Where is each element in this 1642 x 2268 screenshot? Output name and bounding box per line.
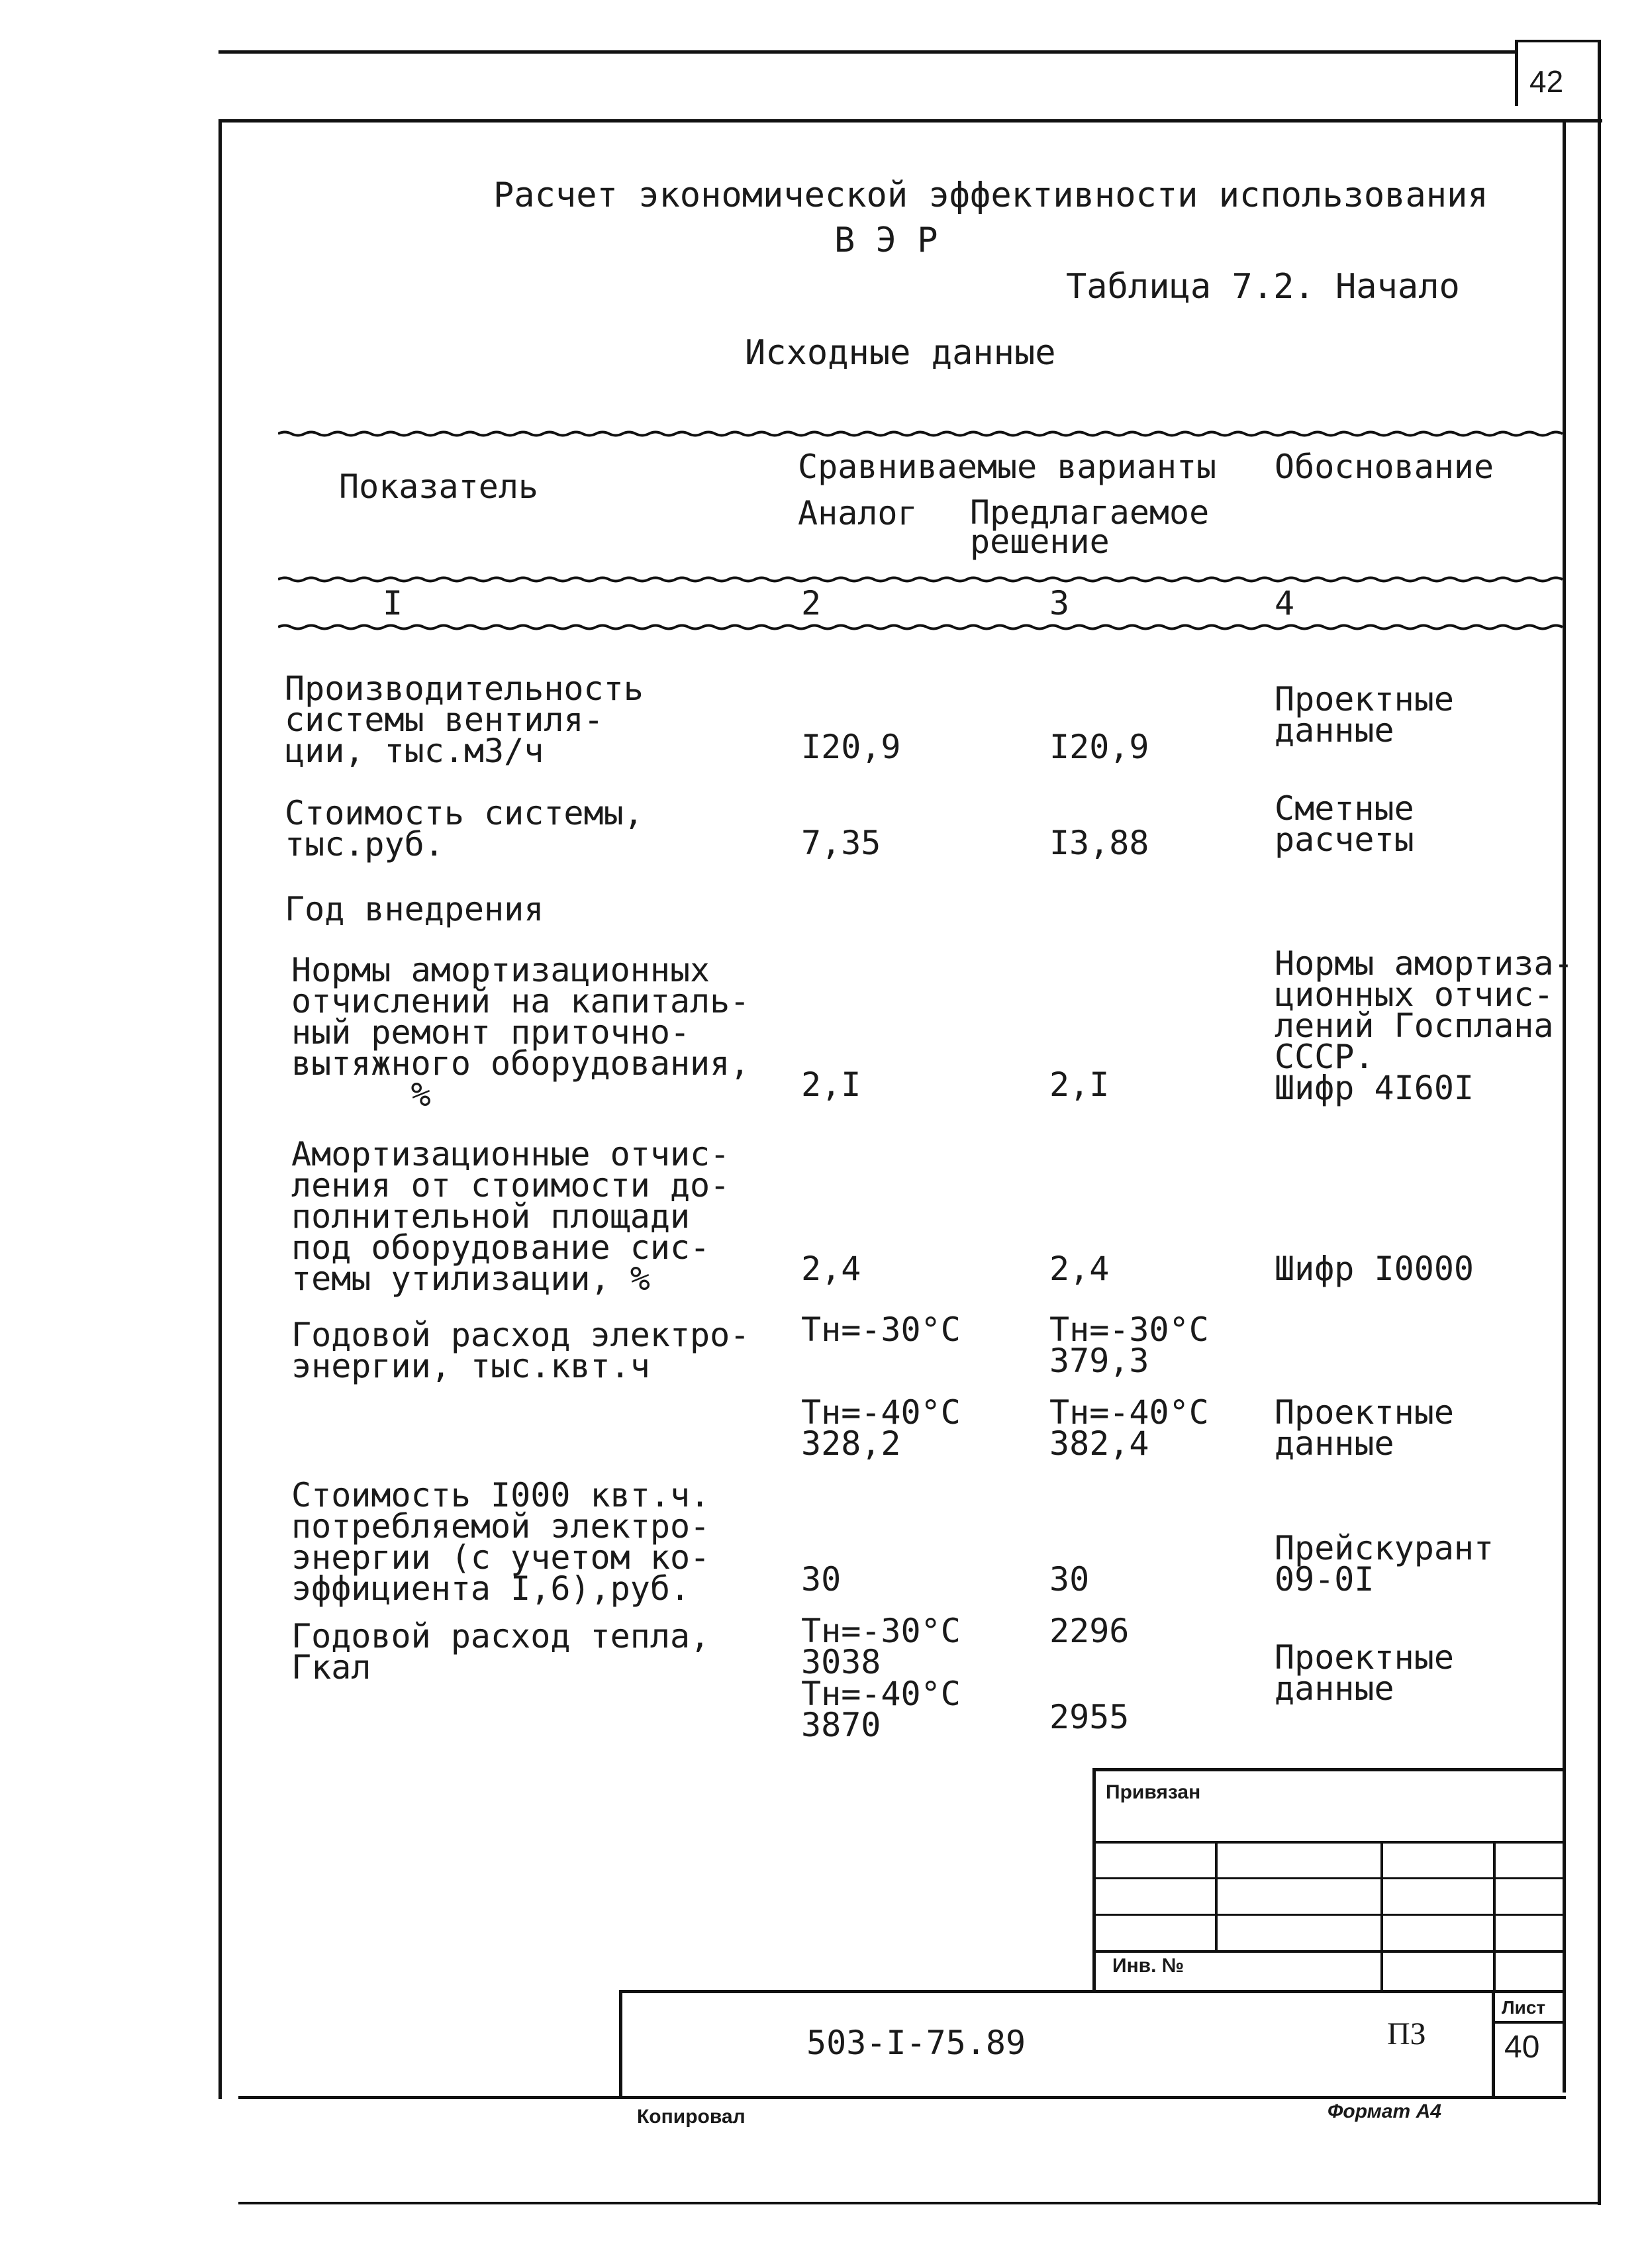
row-3-indicator: Нормы амортизационных отчислений на капиталь- ный ремонт приточно- вытяжного оборудования, % (291, 951, 750, 1114)
title-line1: Расчет экономической эффективности использования (493, 175, 1488, 215)
row-1-basis: Сметные расчеты (1275, 789, 1414, 859)
titleblock-sheet-row (1492, 2021, 1566, 2024)
stamp-bound-top (1092, 1768, 1566, 1771)
title-line2: В Э Р (834, 221, 938, 260)
titleblock-sheet-divider (1492, 1990, 1495, 2096)
frame-left (218, 119, 222, 2099)
header-compared: Сравниваемые варианты (798, 448, 1217, 486)
titleblock-top (619, 1990, 1566, 1993)
table-rule-header (278, 575, 1563, 584)
row-4-basis: Шифр I0000 (1275, 1250, 1474, 1288)
row-7-basis: Проектные данные (1275, 1638, 1454, 1708)
stamp-bound-col3 (1493, 1841, 1496, 1990)
col-num-2: 2 (801, 584, 822, 622)
frame-top (218, 119, 1602, 123)
header-analog: Аналог (798, 494, 918, 532)
doc-code: 503-I-75.89 (806, 2024, 1026, 2062)
top-cut-line (218, 50, 1516, 54)
row-7-proposed-2: 2955 (1049, 1698, 1130, 1736)
page-number-box-right (1598, 40, 1601, 119)
row-7-indicator: Годовой расход тепла, Гкал (291, 1617, 710, 1687)
row-5-indicator: Годовой расход электро- энергии, тыс.квт.ч (291, 1316, 750, 1385)
row-6-analog: 30 (801, 1560, 842, 1599)
row-7-analog-2: Тн=-40°С 3870 (801, 1675, 961, 1744)
col-num-1: I (383, 584, 403, 622)
table-rule-top (278, 429, 1563, 438)
row-0-basis: Проектные данные (1275, 680, 1454, 750)
header-basis: Обоснование (1275, 448, 1494, 486)
row-0-analog: I20,9 (801, 728, 901, 766)
header-indicator: Показатель (339, 468, 539, 506)
stamp-bound-col2 (1380, 1841, 1383, 1990)
row-1-analog: 7,35 (801, 824, 881, 862)
titleblock-bottom (238, 2096, 1566, 2099)
frame-right-outer (1598, 113, 1601, 2205)
row-4-indicator: Амортизационные отчис- ления от стоимости до- полнительной площади под оборудование сис- темы утилизации, % (291, 1135, 730, 1298)
page-number-box-left (1515, 40, 1518, 106)
row-2-indicator: Год внедрения (285, 890, 544, 928)
row-0-proposed: I20,9 (1049, 728, 1149, 766)
col-num-3: 3 (1049, 584, 1070, 622)
frame-right-inner (1563, 119, 1566, 2093)
row-4-analog: 2,4 (801, 1250, 861, 1288)
row-6-proposed: 30 (1049, 1560, 1090, 1599)
header-proposed: Предлагаемое решение (970, 493, 1210, 561)
sheet-label: Лист (1502, 1997, 1546, 2018)
copied-label: Копировал (637, 2106, 746, 2128)
sheet-number: 40 (1504, 2030, 1540, 2065)
format-label: Формат А4 (1328, 2100, 1441, 2122)
stamp-bound-col1 (1215, 1841, 1218, 1950)
row-1-indicator: Стоимость системы, тыс.руб. (285, 794, 644, 863)
bottom-cut-line (238, 2202, 1599, 2204)
stamp-bound-label: Привязан (1106, 1781, 1201, 1803)
row-7-analog-1: Тн=-30°С 3038 (801, 1612, 961, 1681)
row-3-basis: Нормы амортиза- ционных отчис- лений Госплана СССР. Шифр 4I60I (1275, 944, 1574, 1107)
row-5-proposed-1: Тн=-30°С 379,3 (1049, 1310, 1209, 1380)
row-5-analog-1: Тн=-30°С (801, 1310, 961, 1349)
table-label: Таблица 7.2. Начало (1066, 267, 1460, 307)
page-number-box-top (1515, 40, 1601, 42)
row-1-proposed: I3,88 (1049, 824, 1149, 862)
row-5-proposed-2: Тн=-40°С 382,4 (1049, 1393, 1209, 1463)
stamp-inv-label: Инв. № (1112, 1955, 1184, 1977)
table-rule-numbers (278, 622, 1563, 632)
row-5-basis: Проектные данные (1275, 1393, 1454, 1463)
row-5-analog-2: Тн=-40°С 328,2 (801, 1393, 961, 1463)
row-4-proposed: 2,4 (1049, 1250, 1110, 1288)
row-6-basis: Прейскурант 09-0I (1275, 1529, 1494, 1599)
row-3-proposed: 2,I (1049, 1065, 1110, 1104)
stamp-bound-left (1092, 1768, 1096, 1993)
row-7-proposed-1: 2296 (1049, 1612, 1130, 1650)
row-0-indicator: Производительность системы вентиля- ции, тыс.м3/ч (285, 669, 644, 770)
row-6-indicator: Стоимость I000 квт.ч. потребляемой электро- энергии (с учетом ко- эффициента I,6),руб. (291, 1476, 710, 1608)
titleblock-left (619, 1990, 622, 2097)
section-title: Исходные данные (745, 333, 1056, 373)
col-num-4: 4 (1275, 584, 1295, 622)
row-3-analog: 2,I (801, 1065, 861, 1104)
doc-type: ПЗ (1387, 2016, 1426, 2051)
page-number: 42 (1529, 64, 1564, 99)
